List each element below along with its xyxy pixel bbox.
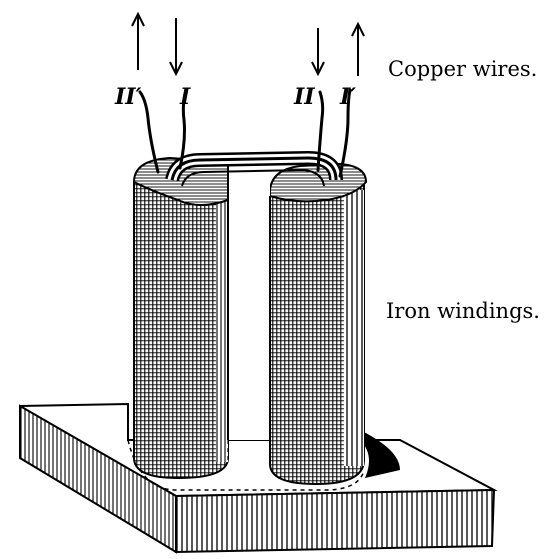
left-coil-winding [134,182,228,478]
arrow-up-icon [352,24,364,76]
wire-label-left-inner: I [180,84,191,110]
wire-label-right-inner: II [294,84,315,110]
coil-gap [228,184,270,440]
base-front-face [176,490,494,552]
wire-label-right-outer: I′ [340,84,357,110]
arrow-up-icon [132,14,144,70]
arrow-down-icon [170,18,182,74]
arrow-down-icon [312,28,324,74]
right-coil [270,164,366,484]
iron-windings-label: Iron windings. [386,299,540,323]
left-coil-shade [216,200,228,462]
copper-wires-label: Copper wires. [388,57,538,81]
wire-left-outer [140,92,158,172]
wire-label-left-outer: II′ [115,84,142,110]
left-coil [134,158,228,478]
right-coil-shade [344,190,364,466]
